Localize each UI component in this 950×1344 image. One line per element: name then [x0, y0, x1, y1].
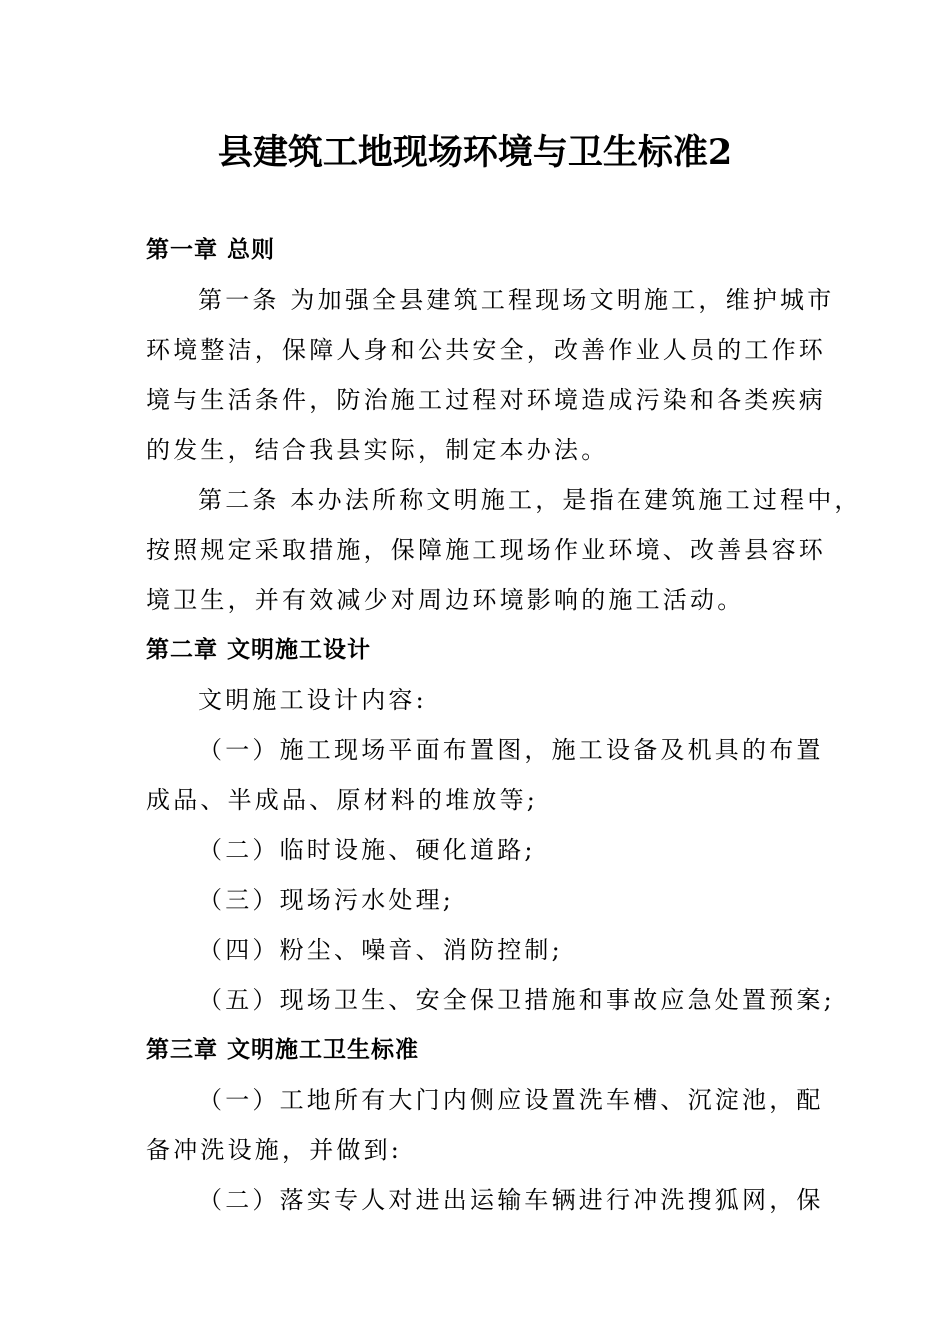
paragraph-line: 成品、半成品、原材料的堆放等;	[146, 786, 539, 814]
chapter-heading: 第二章 文明施工设计	[146, 637, 372, 663]
list-item: （二）临时设施、硬化道路;	[198, 836, 536, 864]
list-item: （三）现场污水处理;	[198, 886, 455, 914]
paragraph-line: 境与生活条件，防治施工过程对环境造成污染和各类疾病	[146, 386, 826, 414]
chapter-heading: 第三章 文明施工卫生标准	[146, 1037, 420, 1063]
paragraph-line: 按照规定采取措施，保障施工现场作业环境、改善县容环	[146, 536, 826, 564]
paragraph-line: 文明施工设计内容:	[198, 686, 427, 714]
list-item: （四）粉尘、噪音、消防控制;	[198, 936, 563, 964]
paragraph-line: 境卫生，并有效减少对周边环境影响的施工活动。	[146, 586, 745, 614]
list-item: （二）落实专人对进出运输车辆进行冲洗搜狐网，保	[198, 1186, 824, 1214]
chapter-heading: 第一章 总则	[146, 237, 276, 263]
list-item: （一）施工现场平面布置图，施工设备及机具的布置	[198, 736, 824, 764]
paragraph-line: 第一条 为加强全县建筑工程现场文明施工，维护城市	[198, 286, 835, 314]
paragraph-line: 第二条 本办法所称文明施工，是指在建筑施工过程中，	[198, 486, 862, 514]
list-item: （一）工地所有大门内侧应设置洗车槽、沉淀池，配	[198, 1086, 824, 1114]
list-item: （五）现场卫生、安全保卫措施和事故应急处置预案;	[198, 986, 835, 1014]
paragraph-line: 备冲洗设施，并做到:	[146, 1136, 403, 1164]
paragraph-line: 的发生，结合我县实际，制定本办法。	[146, 436, 609, 464]
paragraph-line: 环境整洁，保障人身和公共安全，改善作业人员的工作环	[146, 336, 826, 364]
document-title: 县建筑工地现场环境与卫生标准2	[217, 132, 733, 173]
